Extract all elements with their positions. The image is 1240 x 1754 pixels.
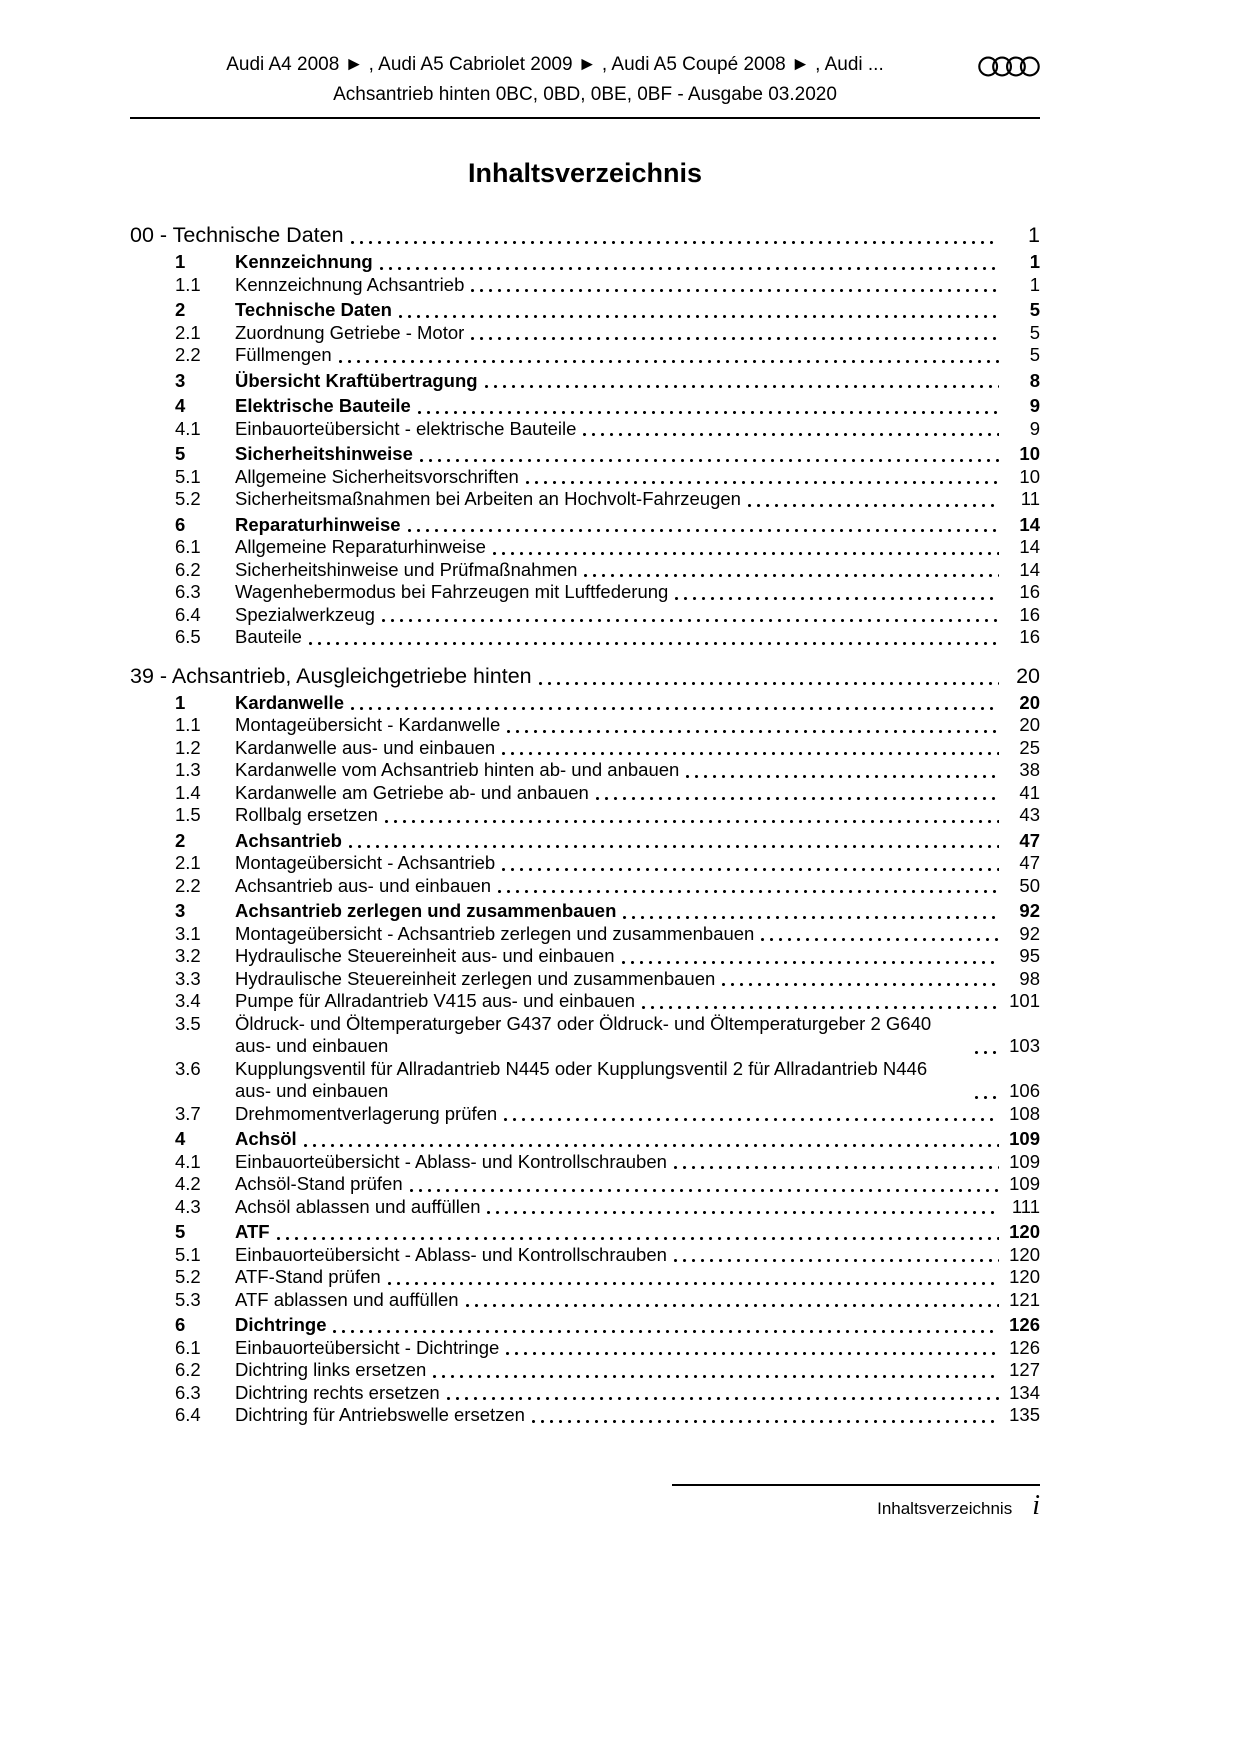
toc-entry-label: Übersicht Kraftübertragung	[235, 369, 478, 391]
dot-leader	[388, 1282, 999, 1285]
toc-entry-number: 6.1	[175, 536, 201, 557]
toc-page-number: 126	[1009, 1336, 1040, 1358]
toc-entry-number: 6	[175, 513, 186, 535]
toc-page-number: 92	[1019, 922, 1040, 944]
dot-leader	[339, 360, 999, 363]
toc-page-number: 108	[1009, 1102, 1040, 1124]
dot-leader	[596, 797, 999, 800]
toc-page-number: 38	[1019, 759, 1040, 780]
toc-entry-label: Zuordnung Getriebe - Motor	[235, 321, 465, 343]
toc-entry-row[interactable]	[130, 1289, 1040, 1312]
dot-leader	[385, 820, 999, 823]
toc-entry-number: 1.3	[175, 759, 201, 780]
toc-entry-label: Hydraulische Steuereinheit zerlegen und zusammenbauen	[235, 967, 716, 989]
dot-leader	[675, 597, 999, 600]
toc-page-number: 47	[1019, 852, 1040, 873]
toc-entry-label: Montageübersicht - Achsantrieb zerlegen und zusammenbauen	[235, 922, 755, 944]
dot-leader	[674, 1166, 999, 1169]
toc-page-number: 14	[1019, 558, 1040, 580]
toc-entry-number: 1	[175, 691, 186, 713]
toc-entry-label: Montageübersicht - Achsantrieb	[235, 852, 496, 873]
dot-leader	[761, 938, 999, 941]
toc-entry-row[interactable]	[130, 1173, 1040, 1196]
toc-entry-number: 2.1	[175, 852, 201, 873]
toc-entry-label: Allgemeine Reparaturhinweise	[235, 536, 486, 557]
dot-leader	[418, 411, 999, 414]
toc-page-number: 16	[1019, 603, 1040, 625]
dot-leader	[333, 1330, 999, 1333]
toc-entry-number: 2	[175, 829, 186, 851]
toc-entry-label: Reparaturhinweise	[235, 513, 401, 535]
toc-entry-row[interactable]	[130, 990, 1040, 1013]
footer-page-number: i	[1032, 1490, 1040, 1521]
dot-leader	[686, 775, 999, 778]
toc-page-number: 134	[1009, 1381, 1040, 1403]
toc-entry-number: 6.3	[175, 1381, 201, 1403]
toc-entry-row[interactable]	[130, 1013, 1040, 1058]
toc-entry-row[interactable]	[130, 1221, 1040, 1244]
dot-leader	[498, 890, 999, 893]
toc-entry-number: 2	[175, 299, 186, 320]
toc-page-number: 16	[1019, 581, 1040, 602]
toc-entry-number: 3.3	[175, 967, 201, 989]
dot-leader	[382, 619, 999, 622]
toc-page-number: 121	[1009, 1288, 1040, 1310]
toc-entry-number: 2.2	[175, 874, 201, 896]
toc-entry-row[interactable]	[130, 604, 1040, 627]
toc-page-number: 25	[1019, 736, 1040, 758]
toc-entry-label: 39 - Achsantrieb, Ausgleichgetriebe hinten	[130, 663, 532, 688]
toc-page-number: 10	[1019, 443, 1040, 464]
toc-page-number: 109	[1009, 1173, 1040, 1194]
toc-entry-number: 5.3	[175, 1288, 201, 1310]
toc-entry-number: 5.1	[175, 1243, 201, 1265]
page-header	[130, 52, 1040, 119]
toc-page-number: 50	[1019, 874, 1040, 896]
toc-entry-label: Hydraulische Steuereinheit aus- und einbauen	[235, 945, 615, 966]
dot-leader	[504, 1118, 999, 1121]
toc-page-number: 47	[1019, 829, 1040, 851]
toc-entry-row[interactable]	[130, 488, 1040, 511]
dot-leader	[506, 1352, 999, 1355]
toc-page-number: 109	[1009, 1128, 1040, 1149]
toc-entry-row[interactable]	[130, 1103, 1040, 1126]
dot-leader	[349, 845, 999, 848]
dot-leader	[380, 267, 999, 270]
toc-page-number: 20	[1016, 663, 1040, 688]
toc-page-number: 95	[1019, 945, 1040, 966]
toc-entry-number: 3.2	[175, 945, 201, 966]
toc-entry-number: 4	[175, 1128, 186, 1149]
toc-chapter-row[interactable]	[130, 222, 1040, 248]
dot-leader	[722, 983, 999, 986]
toc-entry-label: Dichtringe	[235, 1314, 327, 1335]
toc-page-number: 1	[1029, 251, 1040, 272]
toc-page-number: 1	[1029, 273, 1040, 295]
toc-page-number: 16	[1019, 626, 1040, 647]
toc-entry-row[interactable]	[130, 737, 1040, 760]
toc-entry-label: Kennzeichnung	[235, 251, 373, 272]
toc-entry-label: Spezialwerkzeug	[235, 603, 375, 625]
toc-entry-row[interactable]	[130, 443, 1040, 466]
toc-entry-row[interactable]	[130, 1128, 1040, 1151]
toc-page-number: 120	[1009, 1266, 1040, 1287]
toc-page-number: 5	[1029, 299, 1040, 320]
toc-chapter-row[interactable]	[130, 663, 1040, 689]
dot-leader	[642, 1006, 999, 1009]
header-divider	[130, 117, 1040, 119]
toc-entry-row[interactable]	[130, 1359, 1040, 1382]
toc-entry-row[interactable]	[130, 1337, 1040, 1360]
toc-entry-label: Dichtring links ersetzen	[235, 1359, 427, 1380]
toc-entry-label: Kupplungsventil für Allradantrieb N445 oder Kupplungsventil 2 für Allradantrieb N446 aus- und einbauen	[235, 1057, 928, 1101]
toc-entry-row[interactable]	[130, 1151, 1040, 1174]
toc-entry-row[interactable]	[130, 370, 1040, 393]
toc-page-number: 5	[1029, 321, 1040, 343]
toc-page-number: 10	[1019, 465, 1040, 487]
toc-page-number: 11	[1020, 488, 1040, 509]
toc-entry-label: Einbauorteübersicht - elektrische Bauteile	[235, 417, 577, 439]
toc-entry-label: Kardanwelle aus- und einbauen	[235, 736, 496, 758]
toc-entry-label: Einbauorteübersicht - Ablass- und Kontrollschrauben	[235, 1150, 667, 1172]
toc-entry-label: Sicherheitshinweise	[235, 443, 413, 464]
toc-entry-label: Dichtring für Antriebswelle ersetzen	[235, 1404, 525, 1425]
footer-divider	[672, 1484, 1040, 1486]
toc-entry-label: Einbauorteübersicht - Dichtringe	[235, 1336, 500, 1358]
toc-page-number: 103	[1009, 1035, 1040, 1056]
toc-page-number: 135	[1009, 1404, 1040, 1425]
dot-leader	[493, 552, 999, 555]
toc-entry-row[interactable]	[130, 1058, 1040, 1103]
toc-entry-number: 1.5	[175, 804, 201, 825]
audi-rings-icon	[978, 56, 1040, 82]
toc-entry-row[interactable]	[130, 559, 1040, 582]
toc-entry-number: 4.1	[175, 1150, 201, 1172]
toc-entry-number: 6.4	[175, 1404, 201, 1425]
toc-entry-number: 3.7	[175, 1102, 201, 1124]
dot-leader	[471, 289, 999, 292]
dot-leader	[277, 1237, 999, 1240]
toc-entry-number: 6.2	[175, 558, 201, 580]
toc-entry-number: 4.1	[175, 417, 201, 439]
dot-leader	[351, 241, 999, 244]
toc-entry-row[interactable]	[130, 581, 1040, 604]
dot-leader	[975, 1051, 999, 1054]
toc-entry-number: 1.1	[175, 273, 201, 295]
toc-entry-row[interactable]	[130, 466, 1040, 489]
toc-entry-label: Elektrische Bauteile	[235, 395, 411, 416]
toc-entry-row[interactable]	[130, 1196, 1040, 1219]
toc-entry-number: 5	[175, 1221, 186, 1242]
toc-entry-number: 4	[175, 395, 186, 416]
toc-entry-row[interactable]	[130, 759, 1040, 782]
toc-entry-row[interactable]	[130, 322, 1040, 345]
dot-leader	[674, 1259, 999, 1262]
toc-entry-number: 6.5	[175, 626, 201, 647]
toc-entry-label: Achsantrieb aus- und einbauen	[235, 874, 492, 896]
toc-entry-row[interactable]	[130, 692, 1040, 715]
toc-page-number: 5	[1029, 344, 1040, 365]
toc-entry-label: Montageübersicht - Kardanwelle	[235, 714, 501, 735]
toc-entry-label: Sicherheitsmaßnahmen bei Arbeiten an Hochvolt-Fahrzeugen	[235, 488, 741, 509]
toc-entry-row[interactable]	[130, 395, 1040, 418]
page-footer	[130, 1484, 1040, 1520]
toc-entry-number: 5.2	[175, 488, 201, 509]
toc-entry-label: Dichtring rechts ersetzen	[235, 1381, 440, 1403]
toc-entry-label: ATF-Stand prüfen	[235, 1266, 381, 1287]
toc-page-number: 92	[1019, 900, 1040, 921]
toc-entry-label: Achsantrieb zerlegen und zusammenbauen	[235, 900, 617, 921]
dot-leader	[485, 385, 999, 388]
toc-page-number: 20	[1019, 714, 1040, 735]
toc-page-number: 120	[1009, 1221, 1040, 1242]
toc-entry-number: 5.1	[175, 465, 201, 487]
toc-page-number: 106	[1009, 1080, 1040, 1101]
toc-entry-label: Technische Daten	[235, 299, 392, 320]
toc-entry-row[interactable]	[130, 875, 1040, 898]
toc-page-number: 43	[1019, 804, 1040, 825]
dot-leader	[466, 1304, 999, 1307]
toc-entry-number: 6.4	[175, 603, 201, 625]
toc-entry-label: Allgemeine Sicherheitsvorschriften	[235, 465, 519, 487]
footer-label: Inhaltsverzeichnis	[877, 1499, 1013, 1518]
toc-entry-row[interactable]	[130, 852, 1040, 875]
dot-leader	[975, 1096, 999, 1099]
toc-entry-label: Rollbalg ersetzen	[235, 804, 378, 825]
toc-entry-label: Wagenhebermodus bei Fahrzeugen mit Luftfederung	[235, 581, 669, 602]
toc-entry-row[interactable]	[130, 1266, 1040, 1289]
toc-entry-number: 3.6	[175, 1057, 201, 1079]
toc-page-number: 9	[1029, 395, 1040, 416]
dot-leader	[399, 315, 999, 318]
toc-entry-label: 00 - Technische Daten	[130, 223, 344, 247]
toc-entry-label: Sicherheitshinweise und Prüfmaßnahmen	[235, 558, 578, 580]
toc-entry-number: 6	[175, 1314, 186, 1335]
toc-page-number: 111	[1011, 1195, 1040, 1217]
dot-leader	[471, 337, 999, 340]
toc-entry-number: 4.3	[175, 1195, 201, 1217]
dot-leader	[502, 752, 999, 755]
toc-entry-row[interactable]	[130, 714, 1040, 737]
toc-entry-row[interactable]	[130, 830, 1040, 853]
toc-entry-label: ATF ablassen und auffüllen	[235, 1288, 459, 1310]
dot-leader	[487, 1211, 999, 1214]
toc-entry-label: Füllmengen	[235, 344, 332, 365]
dot-leader	[420, 459, 999, 462]
toc-entry-number: 3	[175, 369, 186, 391]
toc-entry-label: ATF	[235, 1221, 270, 1242]
dot-leader	[447, 1397, 999, 1400]
toc-page-number: 41	[1019, 781, 1040, 803]
toc-entry-row[interactable]	[130, 923, 1040, 946]
toc-entry-number: 6.1	[175, 1336, 201, 1358]
toc-page-number: 120	[1009, 1243, 1040, 1265]
dot-leader	[526, 481, 999, 484]
toc-page-number: 126	[1009, 1314, 1040, 1335]
dot-leader	[507, 730, 999, 733]
header-document-line: Achsantrieb hinten 0BC, 0BD, 0BE, 0BF - Ausgabe 03.2020	[333, 84, 837, 105]
toc-entry-row[interactable]	[130, 251, 1040, 274]
toc-entry-label: Kardanwelle	[235, 691, 344, 713]
toc-entry-row[interactable]	[130, 1244, 1040, 1267]
toc-entry-label: Pumpe für Allradantrieb V415 aus- und einbauen	[235, 990, 636, 1011]
toc-entry-number: 6.3	[175, 581, 201, 602]
toc-entry-number: 1.2	[175, 736, 201, 758]
toc-entry-row[interactable]	[130, 536, 1040, 559]
toc-entry-label: Drehmomentverlagerung prüfen	[235, 1102, 498, 1124]
toc-page-number: 14	[1019, 536, 1040, 557]
toc-entry-label: Einbauorteübersicht - Ablass- und Kontrollschrauben	[235, 1243, 667, 1265]
toc-page-number: 9	[1029, 417, 1040, 439]
toc-page-number: 98	[1019, 967, 1040, 989]
toc-entry-row[interactable]	[130, 626, 1040, 649]
dot-leader	[351, 707, 999, 710]
toc-entry-number: 4.2	[175, 1173, 201, 1194]
toc-entry-label: Achsöl	[235, 1128, 297, 1149]
toc-entry-row[interactable]	[130, 945, 1040, 968]
toc-entry-row[interactable]	[130, 900, 1040, 923]
toc-entry-number: 3	[175, 900, 186, 921]
dot-leader	[408, 529, 999, 532]
toc-entry-row[interactable]	[130, 299, 1040, 322]
toc-entry-row[interactable]	[130, 968, 1040, 991]
toc-entry-label: Kardanwelle vom Achsantrieb hinten ab- und anbauen	[235, 759, 680, 780]
toc-entry-number: 1.1	[175, 714, 201, 735]
toc-entry-row[interactable]	[130, 1404, 1040, 1427]
toc-entry-number: 3.4	[175, 990, 201, 1011]
toc-entry-row[interactable]	[130, 782, 1040, 805]
dot-leader	[748, 504, 999, 507]
toc-entry-number: 3.1	[175, 922, 201, 944]
toc-page-number: 8	[1029, 369, 1040, 391]
toc-page-number: 1	[1028, 223, 1040, 247]
dot-leader	[584, 574, 999, 577]
toc-entry-label: Achsöl-Stand prüfen	[235, 1173, 403, 1194]
toc-entry-number: 2.2	[175, 344, 201, 365]
toc-entry-row[interactable]	[130, 344, 1040, 367]
toc-entry-number: 2.1	[175, 321, 201, 343]
toc-entry-number: 6.2	[175, 1359, 201, 1380]
dot-leader	[539, 682, 999, 685]
toc-entry-number: 3.5	[175, 1012, 201, 1034]
toc-entry-row[interactable]	[130, 274, 1040, 297]
toc-entry-label: Öldruck- und Öltemperaturgeber G437 oder Öldruck- und Öltemperaturgeber 2 G640 aus- und einbauen	[235, 1012, 932, 1056]
dot-leader	[622, 961, 999, 964]
toc-entry-row[interactable]	[130, 418, 1040, 441]
toc-entry-label: Achsantrieb	[235, 829, 342, 851]
toc-list	[130, 208, 1040, 1427]
toc-entry-label: Kardanwelle am Getriebe ab- und anbauen	[235, 781, 589, 803]
toc-entry-row[interactable]	[130, 1314, 1040, 1337]
toc-entry-row[interactable]	[130, 1382, 1040, 1405]
header-model-line: Audi A4 2008 ► , Audi A5 Cabriolet 2009 ► , Audi A5 Coupé 2008 ► , Audi ...	[226, 54, 884, 75]
toc-entry-label: Kennzeichnung Achsantrieb	[235, 273, 465, 295]
dot-leader	[502, 868, 999, 871]
toc-entry-number: 5.2	[175, 1266, 201, 1287]
toc-entry-number: 5	[175, 443, 186, 464]
dot-leader	[583, 433, 999, 436]
dot-leader	[623, 916, 999, 919]
toc-entry-row[interactable]	[130, 804, 1040, 827]
toc-entry-label: Bauteile	[235, 626, 302, 647]
toc-page-number: 127	[1009, 1359, 1040, 1380]
dot-leader	[433, 1375, 999, 1378]
toc-page-number: 20	[1019, 691, 1040, 713]
toc-page-number: 109	[1009, 1150, 1040, 1172]
dot-leader	[532, 1420, 999, 1423]
dot-leader	[304, 1144, 999, 1147]
toc-entry-label: Achsöl ablassen und auffüllen	[235, 1195, 481, 1217]
dot-leader	[410, 1189, 999, 1192]
toc-entry-row[interactable]	[130, 514, 1040, 537]
page-title: Inhaltsverzeichnis	[467, 158, 703, 188]
toc-entry-number: 1.4	[175, 781, 201, 803]
toc-page-number: 101	[1009, 990, 1040, 1011]
toc-page-number: 14	[1019, 513, 1040, 535]
dot-leader	[309, 642, 999, 645]
toc-entry-number: 1	[175, 251, 186, 272]
